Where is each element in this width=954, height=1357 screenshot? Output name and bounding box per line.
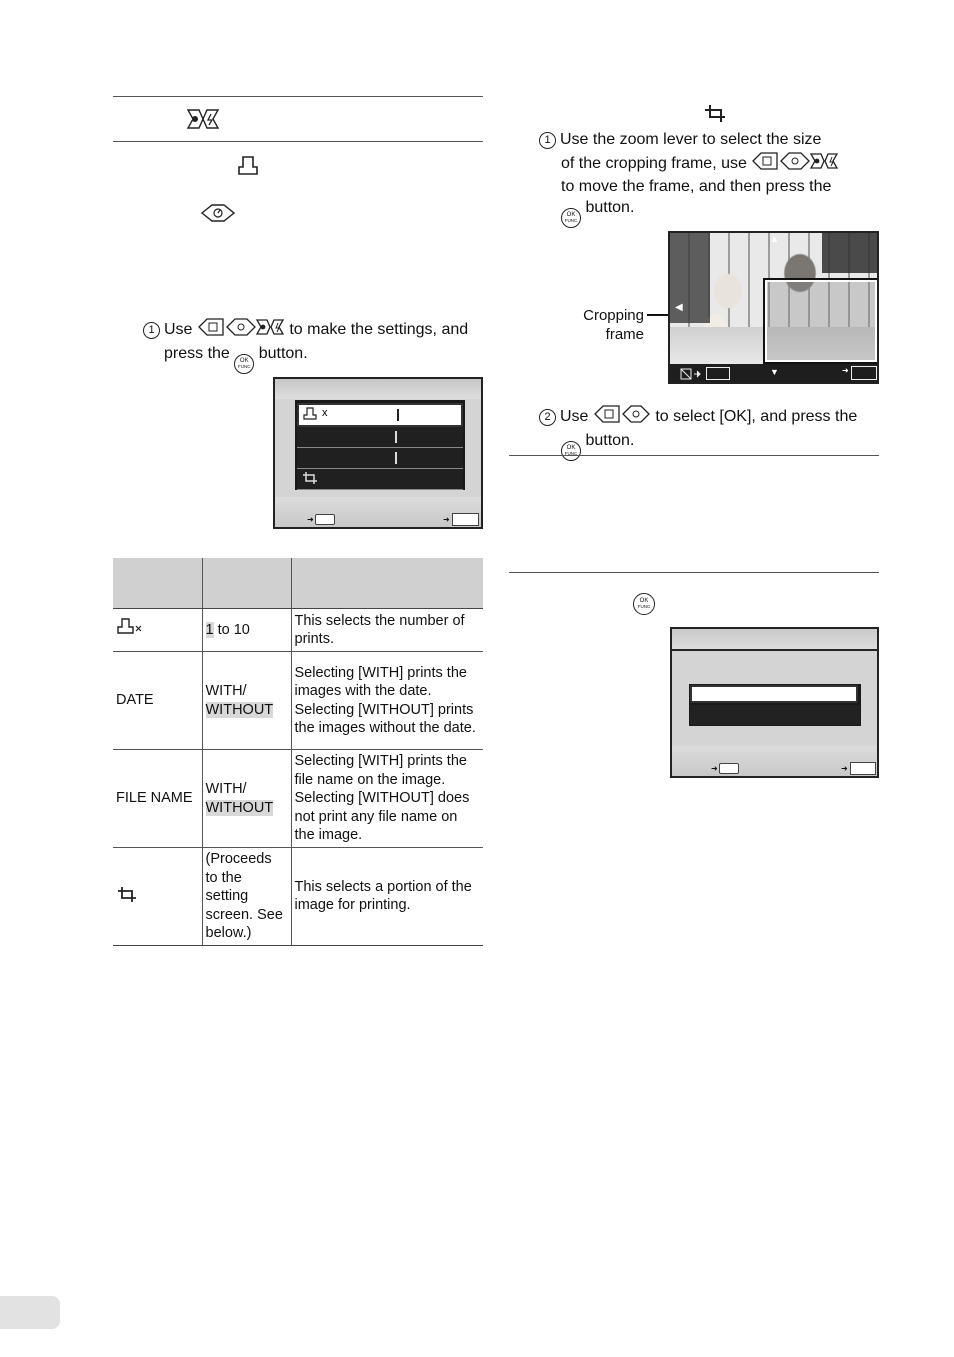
table-row xyxy=(113,652,483,750)
separator xyxy=(397,409,399,421)
table-header-row xyxy=(113,558,483,609)
lcd-title-bar xyxy=(672,629,877,651)
lcd-print-settings xyxy=(273,377,483,529)
cropping-frame[interactable] xyxy=(763,278,879,364)
crop-preview-image xyxy=(668,231,879,384)
table-row xyxy=(113,750,483,848)
header-cell-setting xyxy=(202,558,291,609)
arrow-up-icon: ▲ xyxy=(770,234,779,244)
item-cell xyxy=(113,848,202,946)
page-number-tab xyxy=(0,1296,60,1329)
lcd-row-crop[interactable] xyxy=(297,469,463,490)
print-count-icon xyxy=(116,624,144,640)
lcd-option-selected[interactable] xyxy=(690,685,858,703)
step-number: 1 xyxy=(539,132,556,149)
ok-func-button-icon: OK FUNC xyxy=(633,585,655,615)
up-down-arrows-icon xyxy=(185,107,221,136)
lcd-row-print-count[interactable] xyxy=(297,403,463,427)
arrow-pad-icon xyxy=(197,317,285,344)
preview-status-bar xyxy=(670,364,877,382)
arrow-pad-icon xyxy=(593,404,651,431)
description-cell: This selects the number of prints. xyxy=(291,609,483,652)
setting-cell: WITH/ WITHOUT xyxy=(202,750,291,848)
description-cell: Selecting [WITH] prints the file name on the image. Selecting [WITHOUT] does not print any file name on the image. xyxy=(291,750,483,848)
print-icon xyxy=(303,407,317,424)
back-arrow-icon: ➜ xyxy=(711,764,718,773)
ok-func-button-icon: OK FUNC xyxy=(561,441,581,461)
arrow-left-icon: ◀ xyxy=(675,302,683,313)
rule-right-1 xyxy=(509,455,879,456)
ok-func-button-icon: OK FUNC xyxy=(234,354,254,374)
header-cell-description xyxy=(291,558,483,609)
lcd-option[interactable] xyxy=(690,705,860,725)
lcd-row-label: x xyxy=(322,407,328,419)
description-cell: Selecting [WITH] prints the images with the date. Selecting [WITHOUT] prints the images without the date. xyxy=(291,652,483,750)
step-1-right: 1 Use the zoom lever to select the size of the cropping frame, use to move the frame, and then press the OK FUNC button. xyxy=(539,130,879,228)
back-arrow-icon: ➜ xyxy=(307,515,314,524)
lcd-row-date[interactable] xyxy=(297,427,463,448)
table-row xyxy=(113,848,483,946)
rule-left-2 xyxy=(113,141,483,142)
description-cell: This selects a portion of the image for printing. xyxy=(291,848,483,946)
ok-button-box xyxy=(452,513,479,526)
arrow-pad-icon xyxy=(751,151,839,178)
step-2-right: 2 Use to select [OK], and press the OK FUNC button. xyxy=(539,404,884,461)
separator xyxy=(395,431,397,443)
left-arrow-icon xyxy=(200,203,236,228)
crop-icon xyxy=(703,103,727,128)
separator xyxy=(395,452,397,464)
ok-arrow-icon: ➜ xyxy=(443,515,450,524)
zoom-lever-box xyxy=(706,367,730,380)
lcd-title-bar xyxy=(275,379,481,399)
ok-button-box xyxy=(850,762,876,775)
crop-icon xyxy=(116,891,138,907)
cropping-frame-callout: Cropping frame xyxy=(583,307,644,343)
lcd-row-filename[interactable] xyxy=(297,448,463,469)
item-cell xyxy=(113,609,202,652)
print-icon xyxy=(237,155,259,182)
step-number: 2 xyxy=(539,409,556,426)
setting-cell: (Proceeds to the setting screen. See below.) xyxy=(202,848,291,946)
header-cell-item xyxy=(113,558,202,609)
table-row xyxy=(113,609,483,652)
step-number: 1 xyxy=(143,322,160,339)
zoom-icon xyxy=(680,367,704,384)
item-cell: FILE NAME xyxy=(113,750,202,848)
item-cell: DATE xyxy=(113,652,202,750)
setting-cell: 1 to 10 xyxy=(202,609,291,652)
ok-button-box xyxy=(851,366,877,380)
ok-arrow-icon: ➜ xyxy=(841,764,848,773)
setting-cell: WITH/ WITHOUT xyxy=(202,652,291,750)
print-settings-table xyxy=(113,558,483,946)
arrow-down-icon: ▼ xyxy=(770,367,779,377)
photo-bush xyxy=(822,233,877,273)
menu-button-box xyxy=(719,763,739,774)
ok-func-button-icon: OK FUNC xyxy=(561,208,581,228)
ok-arrow-icon: ➜ xyxy=(842,366,849,375)
rule-right-2 xyxy=(509,572,879,573)
rule-top-left xyxy=(113,96,483,97)
menu-button-box xyxy=(315,514,335,525)
step-1-left: 1 Use to make the settings, and press the OK FUNC button. xyxy=(143,317,488,374)
crop-icon xyxy=(302,471,318,488)
lcd-confirm-screen xyxy=(670,627,879,778)
lcd-footer xyxy=(275,497,481,527)
